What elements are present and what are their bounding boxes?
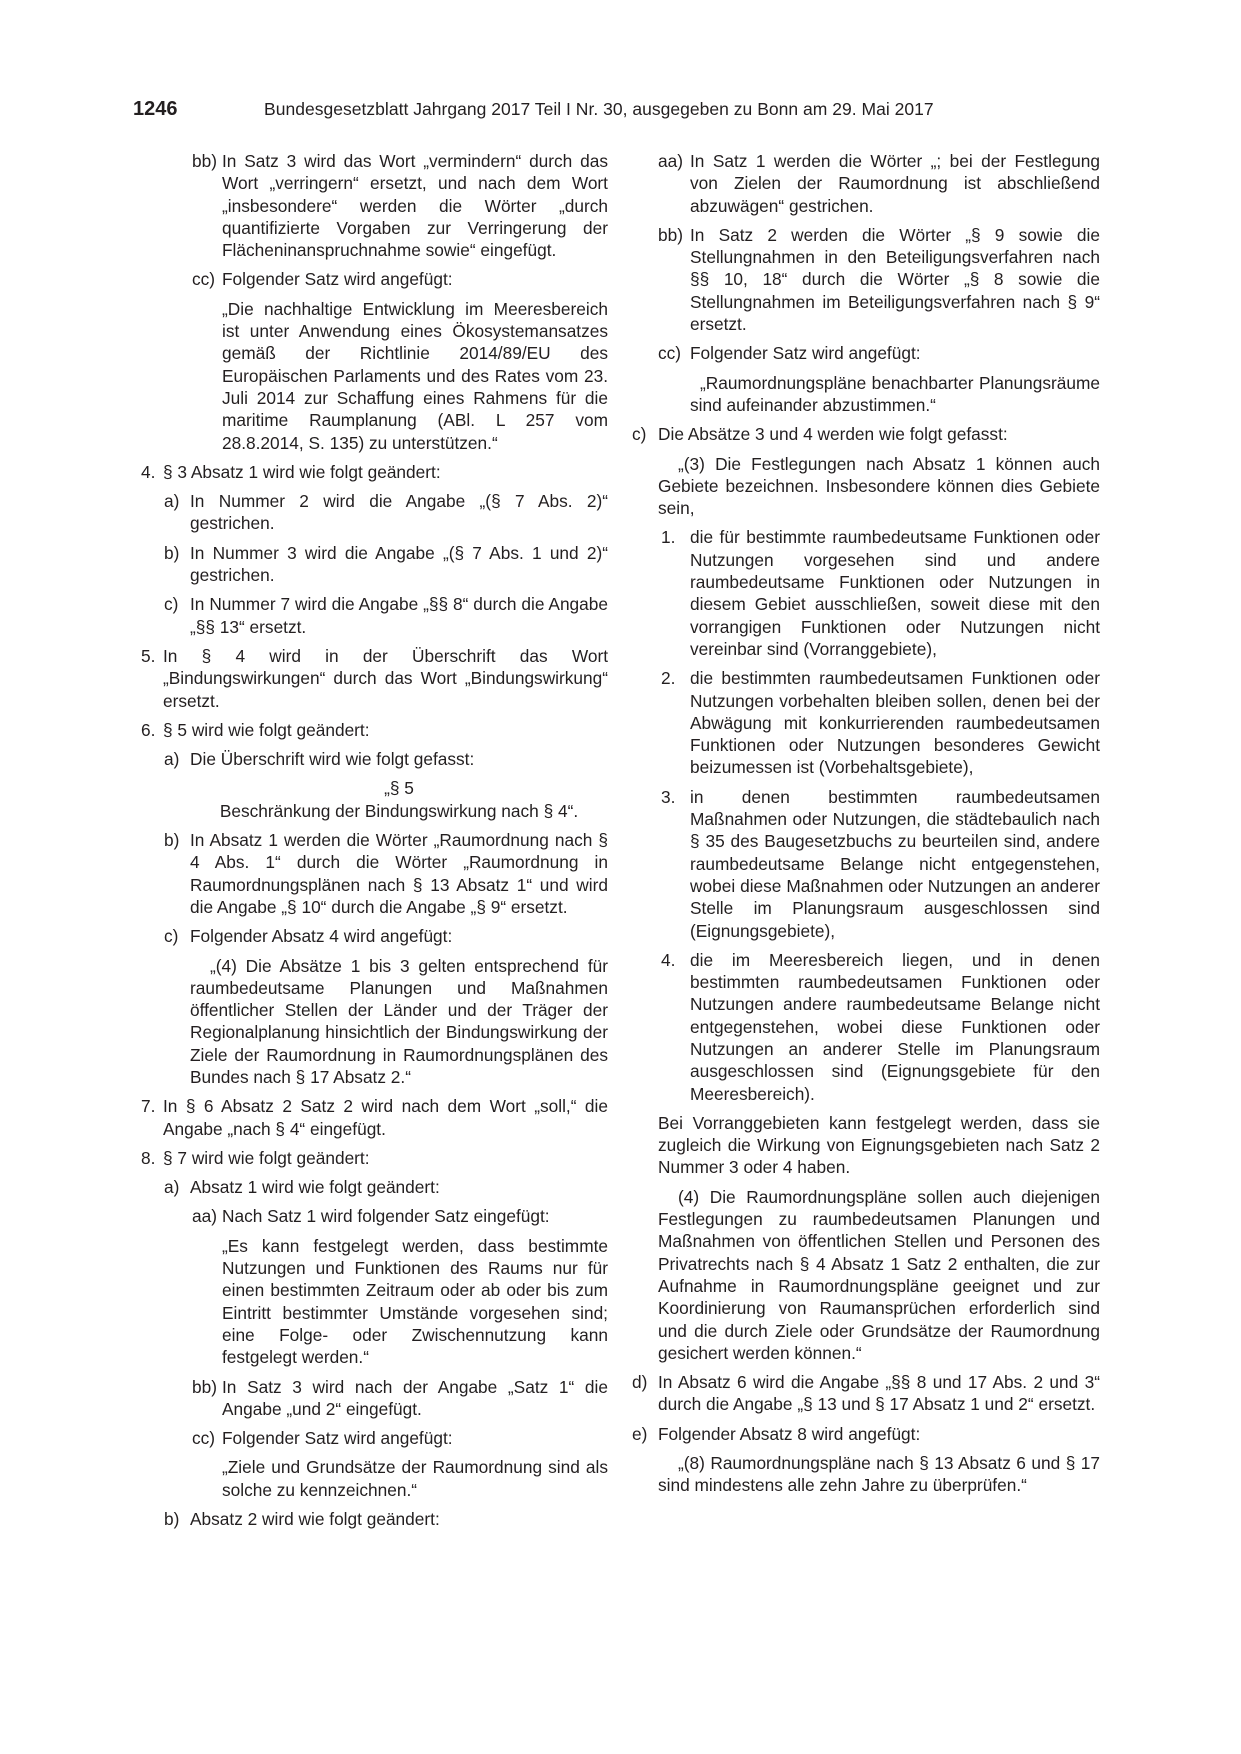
list-item-2 xyxy=(658,667,1100,778)
item-8bb xyxy=(138,1376,608,1421)
item-text: In Absatz 6 wird die Angabe „§§ 8 und 17 Abs. 2 und 3“ durch die Angabe „§ 13 und § 17 Absatz 1 und 2“ ersetzt. xyxy=(658,1372,1100,1415)
item-6 xyxy=(138,719,608,741)
page-number: 1246 xyxy=(133,98,178,120)
item-text: die für bestimmte raumbedeutsame Funktionen oder Nutzungen vorgesehen sind und andere raumbedeutsame Funktionen oder Nutzungen in diesem Gebiet ausschließen, soweit diese mit den vorrangigen Funktionen oder Nutzungen nicht vereinbar sind (Vorranggebiete), xyxy=(690,527,1100,659)
item-label: cc) xyxy=(192,1428,216,1449)
item-text: In Satz 3 wird das Wort „vermindern“ durch das Wort „verringern“ ersetzt, und nach dem Wort „insbesondere“ werden die Wörter „durch quantifizierte Vorgaben zur Verringerung der Flächeninanspruchnahme sowie“ eingefügt. xyxy=(222,151,608,261)
item-text: In Satz 3 wird nach der Angabe „Satz 1“ die Angabe „und 2“ eingefügt. xyxy=(222,1376,608,1419)
item-6b xyxy=(138,829,608,918)
item-text: Folgender Satz wird angefügt: xyxy=(690,343,921,364)
item-e xyxy=(627,1423,1100,1497)
section-heading: „§ 5 xyxy=(384,778,414,799)
paragraph-after-list: Bei Vorranggebieten kann festgelegt werden, dass sie zugleich die Wirkung von Eignungsgebieten nach Satz 2 Nummer 3 oder 4 haben. xyxy=(658,1112,1100,1178)
item-8aa xyxy=(138,1205,608,1368)
item-label: 7. xyxy=(141,1096,156,1117)
item-bb xyxy=(658,224,1100,335)
item-text: In Nummer 7 wird die Angabe „§§ 8“ durch die Angabe „§§ 13“ ersetzt. xyxy=(190,594,608,637)
quoted-text: „Es kann festgelegt werden, dass bestimmte Nutzungen und Funktionen des Raums nur für einen bestimmten Zeitraum oder ab oder bis zum Eintritt bestimmter Umstände vorgesehen sind; eine Folge- oder Zwischennutzung kann festgelegt werden.“ xyxy=(222,1235,608,1368)
item-label: 1. xyxy=(661,527,676,548)
item-text: § 5 wird wie folgt geändert: xyxy=(163,719,370,740)
item-text: Absatz 1 wird wie folgt geändert: xyxy=(190,1177,440,1198)
item-label: aa) xyxy=(658,151,683,171)
item-8a xyxy=(138,1176,608,1198)
item-label: cc) xyxy=(658,343,682,364)
item-label: c) xyxy=(164,594,179,615)
item-6c xyxy=(138,925,608,1088)
item-label: bb) xyxy=(192,1376,217,1397)
item-4 xyxy=(138,461,608,483)
item-text: Die Absätze 3 und 4 werden wie folgt gefasst: xyxy=(658,424,1008,445)
item-cc xyxy=(658,342,1100,416)
item-label: 4. xyxy=(661,949,676,970)
item-8b xyxy=(138,1508,608,1530)
item-label: b) xyxy=(164,542,180,563)
item-7 xyxy=(138,1095,608,1140)
item-text: In § 4 wird in der Überschrift das Wort „Bindungswirkungen“ durch das Wort „Bindungswirkung“ ersetzt. xyxy=(163,645,608,711)
quoted-text: „(8) Raumordnungspläne nach § 13 Absatz 6 und § 17 sind mindestens alle zehn Jahre zu überprüfen.“ xyxy=(658,1453,1100,1496)
item-label: b) xyxy=(164,1509,180,1530)
item-label: 8. xyxy=(141,1147,156,1168)
item-5 xyxy=(138,645,608,712)
item-label: bb) xyxy=(658,224,683,245)
item-4a xyxy=(138,490,608,535)
quoted-text: „Raumordnungspläne benachbarter Planungsräume sind aufeinander abzustimmen.“ xyxy=(690,372,1100,415)
item-label: a) xyxy=(164,491,180,512)
running-head: Bundesgesetzblatt Jahrgang 2017 Teil I Nr. 30, ausgegeben zu Bonn am 29. Mai 2017 xyxy=(264,99,934,119)
item-label: 2. xyxy=(661,668,676,689)
item-text: Nach Satz 1 wird folgender Satz eingefügt: xyxy=(222,1206,550,1227)
item-text: in denen bestimmten raumbedeutsamen Maßnahmen oder Nutzungen, die städtebaulich nach § 35 des Baugesetzbuchs zu beurteilen sind, andere raumbedeutsame Belange nicht entgegenstehen, wobei diese Maßnahmen oder Nutzungen an anderer Stelle im Planungsraum ausgeschlossen sind (Eignungsgebiete), xyxy=(690,786,1100,941)
left-column xyxy=(138,150,608,1537)
item-text: die bestimmten raumbedeutsamen Funktionen oder Nutzungen vorbehalten bleiben sollen, denen bei der Abwägung mit konkurrierenden raumbedeutsamen Funktionen oder Nutzungen besonderes Gewicht beizumessen ist (Vorbehaltsgebiete), xyxy=(690,668,1100,778)
item-text: Folgender Absatz 8 wird angefügt: xyxy=(658,1423,921,1444)
item-label: 5. xyxy=(141,645,156,666)
item-label: 4. xyxy=(141,461,156,482)
item-label: cc) xyxy=(192,269,216,290)
item-label: 6. xyxy=(141,719,156,740)
item-4c xyxy=(138,593,608,638)
item-d xyxy=(627,1371,1100,1416)
quoted-text: „(4) Die Absätze 1 bis 3 gelten entsprechend für raumbedeutsame Planungen und Maßnahmen öffentlicher Stellen der Länder und der Träger der Regionalplanung hinsichtlich der Bindungswirkung der Ziele der Raumordnung in Raumordnungsplänen des Bundes nach § 17 Absatz 2.“ xyxy=(190,955,608,1087)
item-8 xyxy=(138,1147,608,1169)
item-label: d) xyxy=(632,1372,648,1393)
item-text: Absatz 2 wird wie folgt geändert: xyxy=(190,1509,440,1530)
item-text: In § 6 Absatz 2 Satz 2 wird nach dem Wort „soll,“ die Angabe „nach § 4“ eingefügt. xyxy=(163,1096,608,1139)
item-4b xyxy=(138,542,608,587)
item-label: bb) xyxy=(192,151,217,171)
item-label: a) xyxy=(164,1177,180,1198)
item-label: e) xyxy=(632,1423,648,1444)
item-text: Die Überschrift wird wie folgt gefasst: xyxy=(190,749,475,770)
item-text: In Nummer 3 wird die Angabe „(§ 7 Abs. 1 und 2)“ gestrichen. xyxy=(190,542,608,586)
quoted-text: „Ziele und Grundsätze der Raumordnung sind als solche zu kennzeichnen.“ xyxy=(222,1457,608,1500)
paragraph-4: (4) Die Raumordnungspläne sollen auch diejenigen Festlegungen zu raumbedeutsamen Planungen und Maßnahmen von öffentlichen Stellen und Personen des Privatrechts nach § 4 Absatz 1 Satz 2 enthalten, die zur Aufnahme in Raumordnungspläne geeignet und zur Koordinierung von Raumansprüchen erforderlich sind und die durch Ziele oder Grundsätze der Raumordnung gesichert werden können.“ xyxy=(658,1186,1100,1363)
item-6a xyxy=(138,748,608,822)
list-item-3 xyxy=(658,786,1100,942)
item-label: a) xyxy=(164,749,180,770)
item-c xyxy=(627,423,1100,445)
paragraph-3: „(3) Die Festlegungen nach Absatz 1 können auch Gebiete bezeichnen. Insbesondere können dies Gebiete sein, xyxy=(658,453,1100,519)
item-text: Folgender Absatz 4 wird angefügt: xyxy=(190,926,453,947)
right-column xyxy=(632,150,1100,1504)
item-text: Folgender Satz wird angefügt: xyxy=(222,269,453,290)
list-item-4 xyxy=(658,949,1100,1105)
list-item-1 xyxy=(658,526,1100,660)
item-text: die im Meeresbereich liegen, und in denen bestimmten raumbedeutsamen Funktionen oder Nutzungen andere raumbedeutsame Belange nicht entgegenstehen, wobei diese Funktionen oder Nutzungen an anderer Stelle im Planungsraum ausgeschlossen sind (Eignungsgebiete für den Meeresbereich). xyxy=(690,949,1100,1104)
item-text: In Nummer 2 wird die Angabe „(§ 7 Abs. 2)“ gestrichen. xyxy=(190,491,608,534)
item-label: b) xyxy=(164,830,180,851)
item-text: In Satz 2 werden die Wörter „§ 9 sowie die Stellungnahmen in den Beteiligungsverfahren nach §§ 10, 18“ durch die Wörter „§ 8 sowie die Stellungnahmen im Beteiligungsverfahren nach § 9“ ersetzt. xyxy=(690,224,1100,335)
item-aa xyxy=(658,150,1100,217)
item-text: § 3 Absatz 1 wird wie folgt geändert: xyxy=(163,461,441,482)
item-cc xyxy=(138,268,608,453)
page-header xyxy=(133,98,991,128)
item-label: aa) xyxy=(192,1206,217,1227)
item-bb xyxy=(138,150,608,261)
item-text: § 7 wird wie folgt geändert: xyxy=(163,1147,370,1168)
section-title: Beschränkung der Bindungswirkung nach § 4“. xyxy=(219,800,579,821)
item-label: 3. xyxy=(661,786,676,807)
quoted-text: „Die nachhaltige Entwicklung im Meeresbereich ist unter Anwendung eines Ökosystemansatzes gemäß der Richtlinie 2014/89/EU des Europäischen Parlaments und des Rates vom 23. Juli 2014 zur Schaffung eines Rahmens für die maritime Raumplanung (ABl. L 257 vom 28.8.2014, S. 135) zu unterstützen.“ xyxy=(222,298,608,453)
item-text: In Satz 1 werden die Wörter „; bei der Festlegung von Zielen der Raumordnung ist abschließend abzuwägen“ gestrichen. xyxy=(690,151,1100,216)
item-text: In Absatz 1 werden die Wörter „Raumordnung nach § 4 Abs. 1“ durch die Wörter „Raumordnung in Raumordnungsplänen nach § 13 Absatz 1“ und wird die Angabe „§ 10“ durch die Angabe „§ 9“ ersetzt. xyxy=(190,830,608,917)
item-label: c) xyxy=(632,424,647,445)
item-text: Folgender Satz wird angefügt: xyxy=(222,1428,453,1449)
item-label: c) xyxy=(164,926,179,947)
item-8cc xyxy=(138,1427,608,1501)
